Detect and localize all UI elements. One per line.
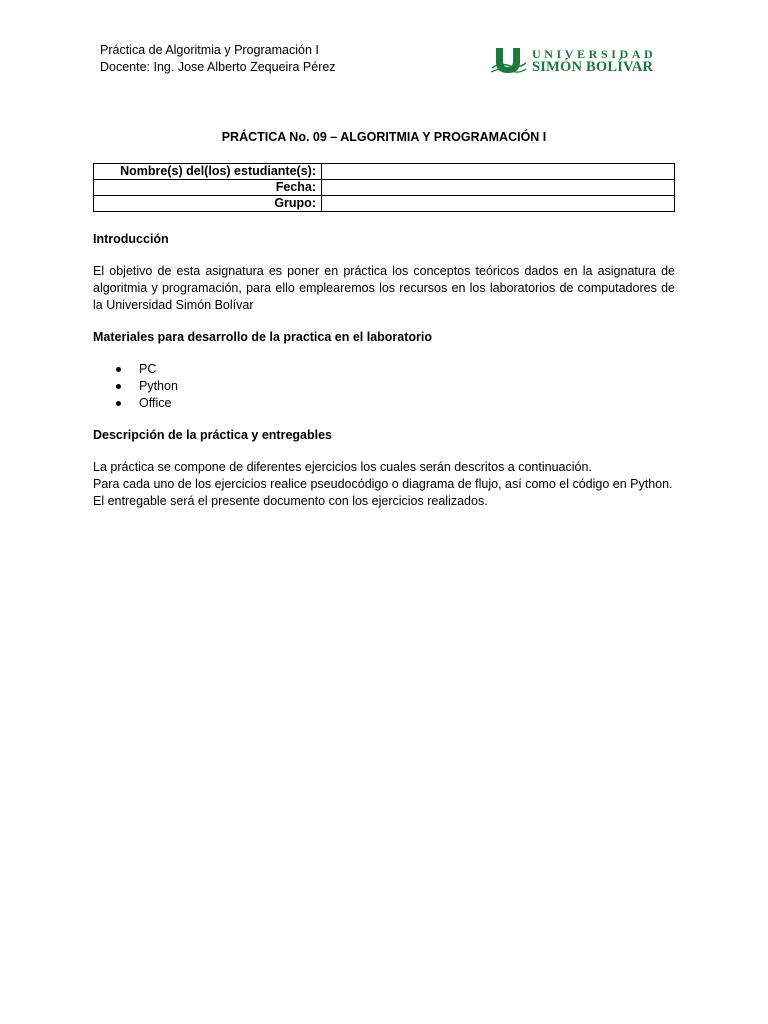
table-row: [94, 180, 675, 196]
materials-heading: Materiales para desarrollo de la practica en el laboratorio: [93, 330, 433, 344]
header-teacher: Docente: Ing. Jose Alberto Zequeira Pérez: [100, 60, 336, 74]
intro-paragraph: El objetivo de esta asignatura es poner en práctica los conceptos teóricos dados en la asignatura de algoritmia y programación, para ello emplearemos los recursos en los laboratorios de computadores de la Universidad Simón Bolívar: [93, 264, 675, 312]
date-label: Fecha:: [94, 180, 322, 196]
university-emblem-icon: [490, 46, 528, 76]
materials-list: [93, 361, 675, 412]
date-field[interactable]: [322, 180, 675, 196]
student-name-label: Nombre(s) del(los) estudiante(s):: [94, 164, 322, 180]
list-item: Office: [93, 395, 675, 412]
intro-heading: Introducción: [93, 232, 169, 246]
table-row: [94, 164, 675, 180]
page-header: [100, 42, 336, 76]
university-logo: [490, 46, 662, 76]
description-line-3: El entregable será el presente documento con los ejercicios realizados.: [93, 494, 488, 508]
page-title: PRÁCTICA No. 09 – ALGORITMIA Y PROGRAMACIÓN I: [221, 130, 547, 144]
document-body: [93, 231, 675, 510]
header-course: Práctica de Algoritmia y Programación I: [100, 43, 319, 57]
logo-text-line1: UNIVERSIDAD: [532, 47, 657, 61]
group-field[interactable]: [322, 196, 675, 212]
student-info-table: [93, 163, 675, 212]
list-item: Python: [93, 378, 675, 395]
table-row: [94, 196, 675, 212]
description-line-1: La práctica se compone de diferentes ejercicios los cuales serán descritos a continuación.: [93, 460, 592, 474]
group-label: Grupo:: [94, 196, 322, 212]
logo-text-line2: SIMÓN BOLÍVAR: [532, 59, 654, 75]
description-line-2: Para cada uno de los ejercicios realice pseudocódigo o diagrama de flujo, así como el código en Python.: [93, 477, 673, 491]
student-name-field[interactable]: [322, 164, 675, 180]
list-item: PC: [93, 361, 675, 378]
description-heading: Descripción de la práctica y entregables: [93, 428, 332, 442]
